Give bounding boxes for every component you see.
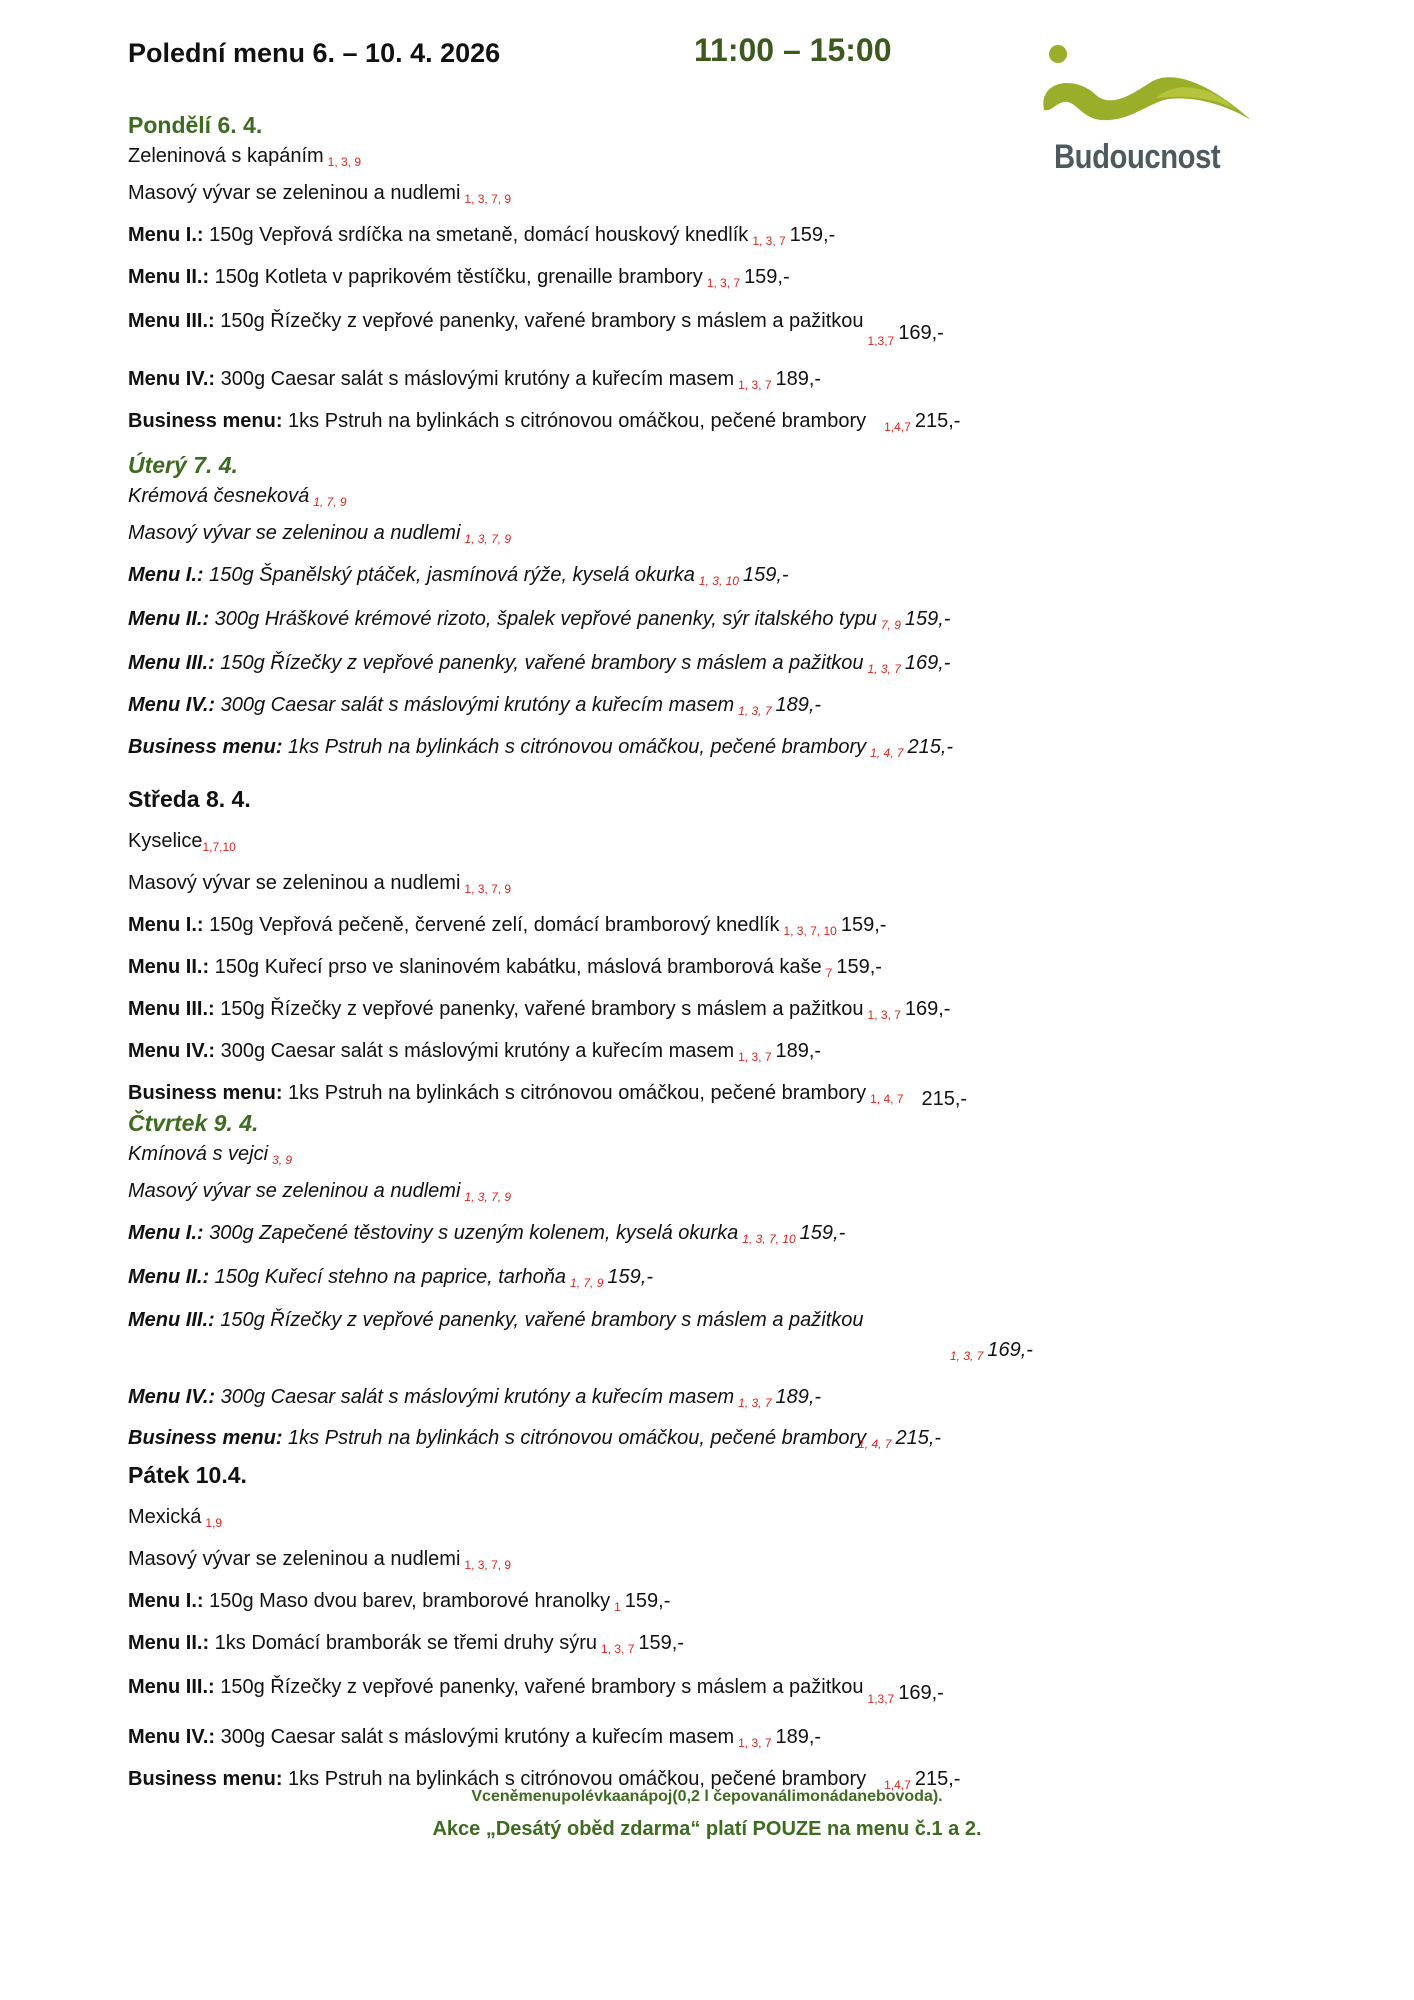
menu-3-price — [128, 1337, 1228, 1369]
menu-business — [128, 729, 1228, 771]
allergens: 7 — [825, 966, 833, 980]
allergens: 1,3,7 — [867, 1692, 895, 1706]
price: 215,- — [907, 736, 954, 758]
allergens: 1, 3, 7 — [738, 704, 772, 718]
allergens: 1, 3, 7, 10 — [742, 1232, 796, 1246]
price: 189,- — [775, 368, 822, 390]
menu-label: Business menu: — [128, 1768, 283, 1790]
allergens: 1, 3, 7, 9 — [464, 1558, 512, 1572]
price: 169,- — [904, 652, 951, 674]
soup-2 — [128, 865, 1228, 907]
dish: 150g Řízečky z vepřové panenky, vařené brambory s máslem a pažitkou — [220, 1676, 864, 1698]
dish: 150g Kuřecí stehno na paprice, tarhoňa — [214, 1266, 567, 1288]
dish: 1ks Domácí bramborák se třemi druhy sýru — [214, 1632, 598, 1654]
menu-label: Menu I.: — [128, 914, 204, 936]
dish: 300g Caesar salát s máslovými krutóny a kuřecím masem — [220, 1386, 735, 1408]
menu-label: Menu III.: — [128, 1676, 215, 1698]
dish: 150g Vepřová pečeně, červené zelí, domácí bramborový knedlík — [209, 914, 780, 936]
price: 189,- — [775, 694, 822, 716]
allergens: 1, 4, 7 — [870, 1092, 904, 1106]
soup-name: Mexická — [128, 1506, 202, 1528]
menu-label: Menu III.: — [128, 310, 215, 332]
allergens: 1, 3, 7 — [752, 234, 786, 248]
footer-promo: Akce „Desátý oběd zdarma“ platí POUZE na menu č.1 a 2. — [432, 1818, 982, 1840]
menu-2 — [128, 259, 1228, 301]
allergens: 1, 3, 7, 9 — [464, 192, 512, 206]
price: 159,- — [840, 914, 887, 936]
soup-2 — [128, 175, 1228, 217]
soup-1 — [128, 483, 1228, 515]
allergens: 1, 3, 7 — [867, 1008, 901, 1022]
menu-1 — [128, 1583, 1228, 1625]
dish: 1ks Pstruh na bylinkách s citrónovou omáčkou, pečené brambory — [288, 1082, 867, 1104]
menu-business — [128, 403, 1228, 445]
menu-label: Menu III.: — [128, 998, 215, 1020]
soup-name: Masový vývar se zeleninou a nudlemi — [128, 1548, 461, 1570]
menu-label: Business menu: — [128, 1082, 283, 1104]
allergens: 1, 3, 7 — [738, 1050, 772, 1064]
page-title: Polední menu 6. – 10. 4. 2026 — [128, 38, 501, 68]
dish: 150g Kotleta v paprikovém těstíčku, grenaille brambory — [214, 266, 703, 288]
menu-label: Menu I.: — [128, 1590, 204, 1612]
dish: 150g Řízečky z vepřové panenky, vařené brambory s máslem a pažitkou — [220, 310, 864, 332]
allergens: 1, 3, 7 — [738, 378, 772, 392]
dish: 300g Caesar salát s máslovými krutóny a kuřecím masem — [220, 1726, 735, 1748]
menu-label: Menu II.: — [128, 1266, 210, 1288]
dish: 1ks Pstruh na bylinkách s citrónovou omáčkou, pečené brambory — [288, 1768, 867, 1790]
menu-4 — [128, 1719, 1228, 1761]
menu-label: Menu IV.: — [128, 1386, 216, 1408]
allergens: 1,7,10 — [202, 840, 236, 854]
soup-2 — [128, 515, 1228, 557]
menu-label: Menu II.: — [128, 956, 210, 978]
price: 189,- — [775, 1386, 822, 1408]
soup-1 — [128, 143, 1228, 175]
soup-2 — [128, 1173, 1228, 1215]
price: 189,- — [775, 1726, 822, 1748]
price: 169,- — [987, 1339, 1033, 1361]
soup-name: Zeleninová s kapáním — [128, 145, 324, 167]
dish: 150g Řízečky z vepřové panenky, vařené brambory s máslem a pažitkou — [220, 1309, 864, 1331]
day-heading: Čtvrtek 9. 4. — [128, 1110, 259, 1136]
menu-business — [128, 1425, 1228, 1457]
dish: 1ks Pstruh na bylinkách s citrónovou omáčkou, pečené brambory — [288, 736, 867, 758]
allergens: 1, 3, 7 — [950, 1349, 984, 1363]
menu-label: Menu II.: — [128, 266, 210, 288]
allergens: 1,9 — [205, 1516, 223, 1530]
menu-label: Menu I.: — [128, 1222, 204, 1244]
soup-name: Masový vývar se zeleninou a nudlemi — [128, 182, 461, 204]
day-friday — [128, 1462, 1228, 1803]
price: 215,- — [921, 1088, 968, 1110]
allergens: 1, 3, 7 — [706, 276, 741, 290]
soup-name: Kyselice — [128, 830, 203, 852]
dish: 1ks Pstruh na bylinkách s citrónovou omáčkou, pečené brambory — [288, 1427, 867, 1449]
day-monday — [128, 112, 1228, 445]
soup-1 — [128, 1499, 1228, 1541]
dish: 300g Caesar salát s máslovými krutóny a kuřecím masem — [220, 694, 735, 716]
menu-4 — [128, 361, 1228, 403]
dish: 150g Řízečky z vepřové panenky, vařené brambory s máslem a pažitkou — [220, 652, 864, 674]
menu-1 — [128, 557, 1228, 599]
allergens: 3, 9 — [272, 1153, 293, 1167]
price: 159,- — [744, 266, 790, 288]
dish: 150g Řízečky z vepřové panenky, vařené brambory s máslem a pažitkou — [220, 998, 864, 1020]
menu-1 — [128, 217, 1228, 259]
allergens: 1, 3, 9 — [327, 155, 362, 169]
dish: 150g Kuřecí prso ve slaninovém kabátku, máslová bramborová kaše — [214, 956, 822, 978]
allergens: 1, 7, 9 — [570, 1276, 604, 1290]
allergens: 1, 3, 7 — [867, 662, 901, 676]
footer-note: Vceněmenupolévkaanápoj(0,2 l čepovanálimonádanebovoda). — [471, 1788, 943, 1805]
price: 159,- — [607, 1266, 653, 1288]
soup-name: Masový vývar se zeleninou a nudlemi — [128, 1180, 461, 1202]
menu-3 — [128, 991, 1228, 1033]
dish: 300g Zapečené těstoviny s uzeným kolenem, kyselá okurka — [209, 1222, 739, 1244]
opening-hours: 11:00 – 15:00 — [694, 32, 892, 68]
menu-4 — [128, 1369, 1228, 1425]
dish: 150g Španělský ptáček, jasmínová rýže, kyselá okurka — [209, 564, 695, 586]
soup-name: Masový vývar se zeleninou a nudlemi — [128, 872, 461, 894]
menu-3 — [128, 1667, 1228, 1719]
menu-label: Menu I.: — [128, 564, 204, 586]
menu-2 — [128, 1257, 1228, 1303]
price: 215,- — [914, 1768, 961, 1790]
allergens: 1, 3, 7, 9 — [464, 532, 512, 546]
soup-1 — [128, 823, 1228, 865]
soup-2 — [128, 1541, 1228, 1583]
day-heading: Pátek 10.4. — [128, 1462, 247, 1488]
price: 159,- — [638, 1632, 684, 1654]
allergens: 1,4,7 — [884, 420, 911, 434]
menu-label: Business menu: — [128, 736, 283, 758]
price: 159,- — [836, 956, 882, 978]
allergens: 1,3,7 — [867, 334, 895, 348]
day-wednesday — [128, 786, 1228, 1117]
dish: 150g Maso dvou barev, bramborové hranolky — [209, 1590, 611, 1612]
menu-label: Business menu: — [128, 410, 283, 432]
menu-label: Menu IV.: — [128, 694, 216, 716]
menu-label: Menu IV.: — [128, 1726, 216, 1748]
logo-text: Budoucnost — [1054, 138, 1221, 176]
day-heading: Pondělí 6. 4. — [128, 112, 263, 138]
price: 159,- — [789, 224, 836, 246]
price: 169,- — [898, 1682, 944, 1704]
day-thursday — [128, 1110, 1228, 1457]
allergens: 1, 3, 10 — [698, 574, 739, 588]
day-heading: Úterý 7. 4. — [128, 452, 238, 478]
price: 159,- — [624, 1590, 671, 1612]
allergens: 1, 3, 7 — [738, 1396, 772, 1410]
allergens: 7, 9 — [880, 618, 901, 632]
allergens: 1, 4, 7 — [858, 1437, 892, 1451]
day-heading: Středa 8. 4. — [128, 786, 251, 812]
menu-3 — [128, 645, 1228, 687]
price: 169,- — [904, 998, 951, 1020]
price: 159,- — [904, 608, 951, 630]
price: 159,- — [742, 564, 789, 586]
menu-label: Menu III.: — [128, 1309, 215, 1331]
dish: 300g Caesar salát s máslovými krutóny a kuřecím masem — [220, 1040, 735, 1062]
price: 215,- — [895, 1427, 942, 1449]
menu-1 — [128, 1215, 1228, 1257]
dish: 300g Hráškové krémové rizoto, špalek vepřové panenky, sýr italského typu — [214, 608, 877, 630]
menu-2 — [128, 1625, 1228, 1667]
menu-label: Menu IV.: — [128, 1040, 216, 1062]
menu-1 — [128, 907, 1228, 949]
allergens: 1, 3, 7 — [738, 1736, 772, 1750]
dish: 1ks Pstruh na bylinkách s citrónovou omáčkou, pečené brambory — [288, 410, 867, 432]
price: 189,- — [775, 1040, 822, 1062]
price: 159,- — [799, 1222, 846, 1244]
allergens: 1 — [614, 1600, 621, 1614]
menu-label: Menu I.: — [128, 224, 204, 246]
soup-1 — [128, 1141, 1228, 1173]
menu-label: Menu II.: — [128, 1632, 210, 1654]
menu-label: Menu II.: — [128, 608, 210, 630]
price: 169,- — [898, 322, 944, 344]
soup-name: Masový vývar se zeleninou a nudlemi — [128, 522, 461, 544]
allergens: 1, 3, 7, 10 — [783, 924, 837, 938]
allergens: 1, 7, 9 — [313, 495, 347, 509]
menu-4 — [128, 687, 1228, 729]
menu-2 — [128, 599, 1228, 645]
dish: 300g Caesar salát s máslovými krutóny a kuřecím masem — [220, 368, 735, 390]
menu-3 — [128, 1303, 1228, 1337]
allergens: 1, 3, 7 — [601, 1642, 635, 1656]
price: 215,- — [914, 410, 961, 432]
menu-label: Menu III.: — [128, 652, 215, 674]
allergens: 1, 3, 7, 9 — [464, 1190, 512, 1204]
dish: 150g Vepřová srdíčka na smetaně, domácí houskový knedlík — [209, 224, 749, 246]
allergens: 1, 3, 7, 9 — [464, 882, 512, 896]
allergens: 1, 4, 7 — [870, 746, 904, 760]
menu-3 — [128, 301, 1228, 361]
allergens: 1,4,7 — [884, 1778, 911, 1792]
soup-name: Kmínová s vejci — [128, 1143, 269, 1165]
menu-label: Menu IV.: — [128, 368, 216, 390]
day-tuesday — [128, 452, 1228, 771]
menu-4 — [128, 1033, 1228, 1075]
menu-label: Business menu: — [128, 1427, 283, 1449]
menu-2 — [128, 949, 1228, 991]
soup-name: Krémová česneková — [128, 485, 310, 507]
